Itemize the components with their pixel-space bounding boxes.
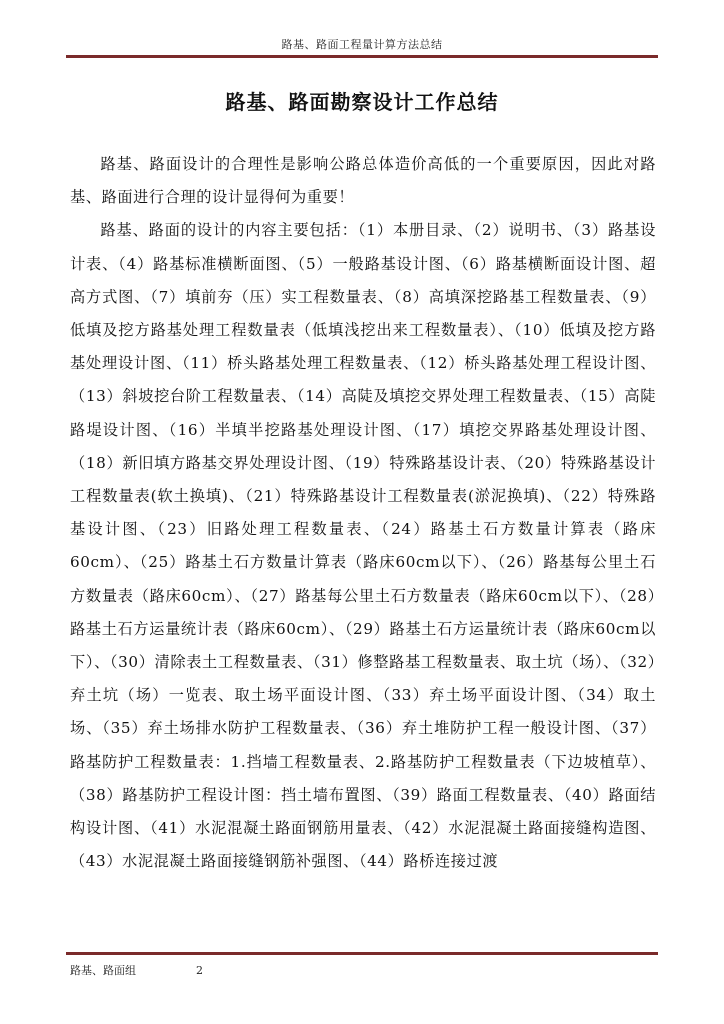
header-rule	[66, 55, 658, 58]
running-header: 路基、路面工程量计算方法总结	[281, 38, 443, 51]
footer-rule	[66, 952, 658, 955]
footer-group: 路基、路面组	[70, 964, 136, 977]
paragraph-contents: 路基、路面的设计的内容主要包括：（1）本册目录、（2）说明书、（3）路基设计表、（4）路基标准横断面图、（5）一般路基设计图、（6）路基横断面设计图、超高方式图、（7）填前夯（压）实工程数量表、（8）高填深挖路基工程数量表、（9）低填及挖方路基处理工程数量表（低填浅挖出来工程数量表）、（10）低填及挖方路基处理设计图、（11）桥头路基处理工程数量表、（12）桥头路基处理工程设计图、（13）斜坡挖台阶工程数量表、（14）高陡及填挖交界处理工程数量表、（15）高陡路堤设计图、（16）半填半挖路基处理设计图、（17）填挖交界路基处理设计图、（18）新旧填方路基交界处理设计图、（19）特殊路基设计表、（20）特殊路基设计工程数量表(软土换填)、（21）特殊路基设计工程数量表(淤泥换填)、（22）特殊路基设计图、（23）旧路处理工程数量表、（24）路基土石方数量计算表（路床60cm）、（25）路基土石方数量计算表（路床60cm以下）、（26）路基每公里土石方数量表（路床60cm）、（27）路基每公里土石方数量表（路床60cm以下）、（28）路基土石方运量统计表（路床60cm）、（29）路基土石方运量统计表（路床60cm以下）、（30）清除表土工程数量表、（31）修整路基工程数量表、取土坑（场）、（32）弃土坑（场）一览表、取土场平面设计图、（33）弃土场平面设计图、（34）取土场、（35）弃土场排水防护工程数量表、（36）弃土堆防护工程一般设计图、（37）路基防护工程数量表：1.挡墙工程数量表、2.路基防护工程数量表（下边坡植草）、（38）路基防护工程设计图：挡土墙布置图、（39）路面工程数量表、（40）路面结构设计图、（41）水泥混凝土路面钢筋用量表、（42）水泥混凝土路面接缝构造图、（43）水泥混凝土路面接缝钢筋补强图、（44）路桥连接过渡	[70, 221, 656, 871]
document-title: 路基、路面勘察设计工作总结	[225, 90, 499, 114]
paragraph-intro: 路基、路面设计的合理性是影响公路总体造价高低的一个重要原因，因此对路基、路面进行合理的设计显得何为重要！	[70, 155, 656, 207]
page-footer	[70, 962, 203, 978]
page-number: 2	[196, 964, 203, 977]
document-body	[70, 148, 656, 878]
